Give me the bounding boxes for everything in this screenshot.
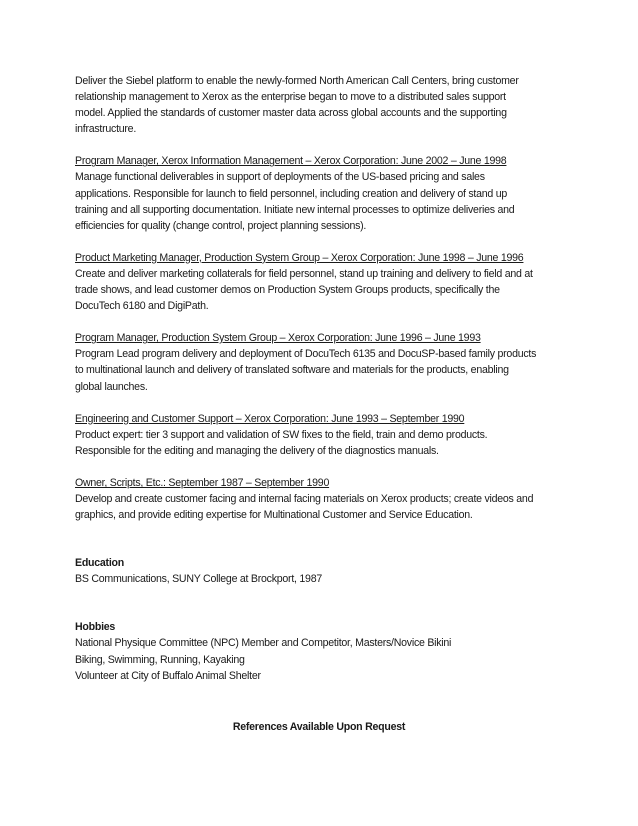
hobbies-section xyxy=(75,619,575,683)
job-title: Product Marketing Manager, Production System Group – Xerox Corporation: June 1998 – June 1996 xyxy=(75,251,524,264)
job-title: Engineering and Customer Support – Xerox Corporation: June 1993 – September 1990 xyxy=(75,412,465,425)
job-description: Create and deliver marketing collaterals for field personnel, stand up training and delivery to field and at trade shows, and lead customer demos on Production System Groups products, specifically the DocuTech 6180 and DigiPath. xyxy=(75,267,533,313)
job-entry xyxy=(75,250,575,314)
references-note: References Available Upon Request xyxy=(232,721,406,733)
job-entry xyxy=(75,153,575,233)
intro-paragraph: Deliver the Siebel platform to enable the newly-formed North American Call Centers, bring customer relationship management to Xerox as the enterprise began to move to a distributed sales support model. Applied the standards of customer master data across global accounts and the supporting infrastructure. xyxy=(75,75,519,136)
hobby-line: Biking, Swimming, Running, Kayaking xyxy=(75,653,245,666)
job-description: Develop and create customer facing and internal facing materials on Xerox products; create videos and graphics, and provide editing expertise for Multinational Customer and Service Education. xyxy=(75,492,534,522)
job-title: Program Manager, Production System Group – Xerox Corporation: June 1996 – June 1993 xyxy=(75,332,481,345)
education-section xyxy=(75,555,575,587)
job-entry xyxy=(75,475,575,523)
education-line: BS Communications, SUNY College at Brockport, 1987 xyxy=(75,573,322,586)
hobby-line: National Physique Committee (NPC) Member and Competitor, Masters/Novice Bikini xyxy=(75,637,452,650)
job-description: Product expert: tier 3 support and validation of SW fixes to the field, train and demo products. Responsible for the editing and managing the delivery of the diagnostics manuals. xyxy=(75,428,488,457)
hobby-line: Volunteer at City of Buffalo Animal Shelter xyxy=(75,669,261,682)
resume-content xyxy=(75,73,575,684)
job-title: Owner, Scripts, Etc.: September 1987 – September 1990 xyxy=(75,476,330,489)
job-description: Manage functional deliverables in support of deployments of the US-based pricing and sales applications. Responsible for launch to field personnel, including creation and delivery of stand up training and all supporting documentation. Initiate new internal processes to optimize deliveries and efficiencies for quality (change control, project planning sessions). xyxy=(75,171,515,232)
job-title: Program Manager, Xerox Information Management – Xerox Corporation: June 2002 – June 1998 xyxy=(75,155,507,168)
hobbies-heading: Hobbies xyxy=(75,621,116,634)
job-entry xyxy=(75,330,575,394)
education-heading: Education xyxy=(75,557,124,570)
job-description: Program Lead program delivery and deployment of DocuTech 6135 and DocuSP-based family products to multinational launch and delivery of translated software and materials for the products, enabling global launches. xyxy=(75,348,537,393)
job-entry xyxy=(75,411,575,459)
